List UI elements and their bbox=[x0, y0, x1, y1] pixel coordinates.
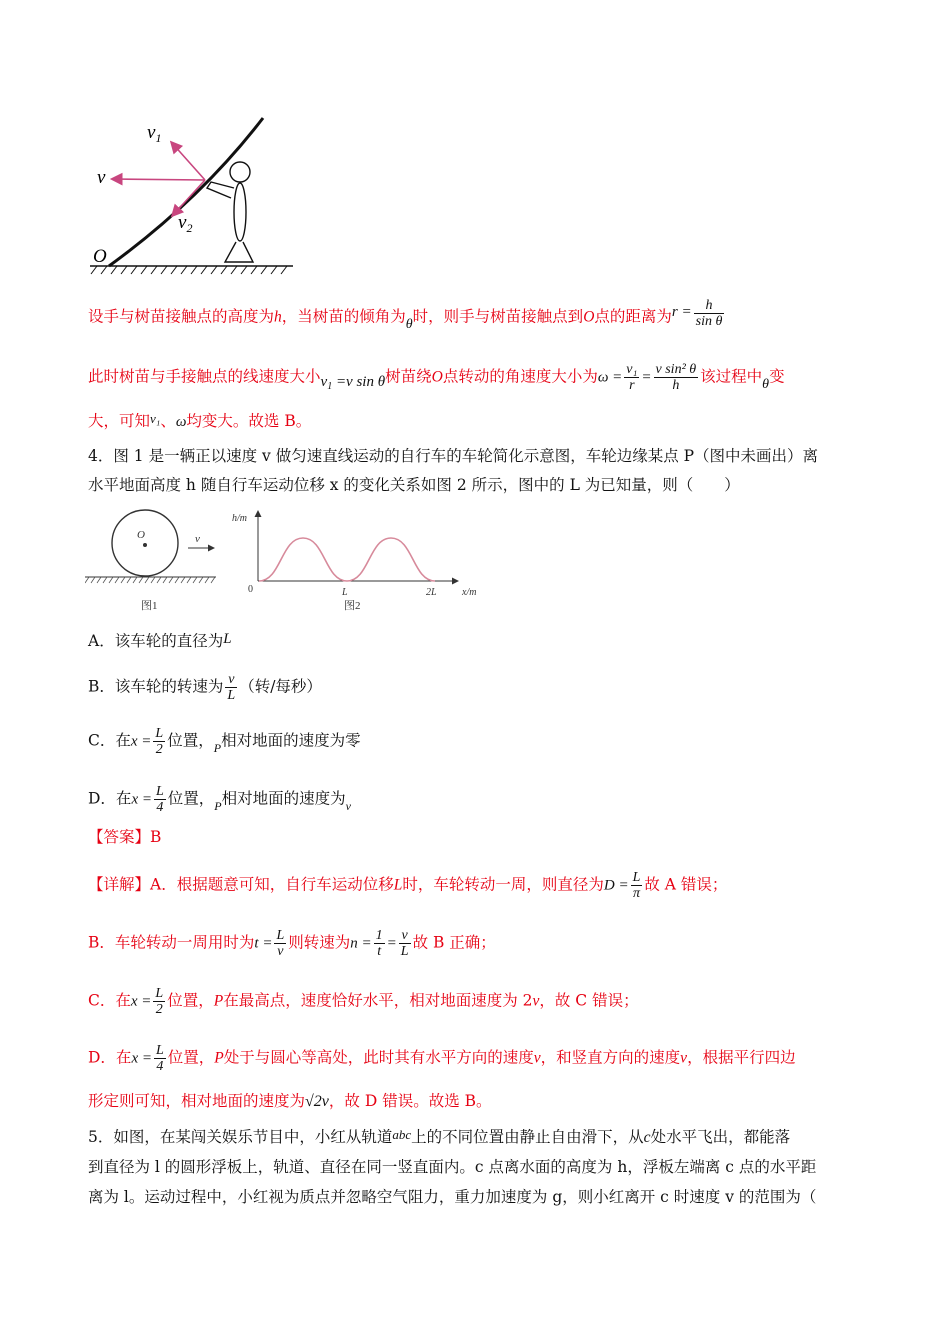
q4-option-c[interactable]: C．在x = $\frac{L}{2}$ 位置，$_P$相对地面的速度为零 bbox=[88, 726, 361, 757]
origin-label: 0 bbox=[248, 584, 253, 595]
q5-stem-line3: 离为 l。运动过程中，小红视为质点并忽略空气阻力，重力加速度为 g，则小红离开 c 时速度 v 的范围为（ bbox=[88, 1188, 817, 1206]
q4-detail-d: D．在x = $\frac{L}{4}$ 位置，P处于与圆心等高处，此时其有水平方向的速度v，和竖直方向的速度v，根据平行四边 bbox=[88, 1043, 796, 1074]
q5-stem-line2: 到直径为 l 的圆形浮板上，轨道、直径在同一竖直面内。c 点离水面的高度为 h，浮板左端离 c 点的水平距 bbox=[88, 1158, 817, 1176]
ground-hatching bbox=[91, 266, 287, 274]
vector-v bbox=[113, 179, 205, 180]
wheel-center bbox=[143, 543, 147, 547]
x-axis-label: x/m bbox=[462, 587, 477, 598]
q5-stem-line1: 5．如图，在某闯关娱乐节目中，小红从轨道abc上的不同位置由静止自由滑下，从c处水平飞出，都能落 bbox=[88, 1127, 791, 1146]
q4-figures bbox=[85, 508, 485, 616]
velocity-label: v bbox=[195, 533, 200, 545]
q4-stem-line1: 4．图 1 是一辆正以速度 v 做匀速直线运动的自行车的车轮简化示意图，车轮边缘某点 P（图中未画出）离 bbox=[88, 447, 819, 465]
q4-detail-a: 【详解】A．根据题意可知，自行车运动位移L时，车轮转动一周，则直径为D = $\frac{L}{\pi}$ 故 A 错误； bbox=[88, 870, 728, 901]
q4-option-b[interactable]: B．该车轮的转速为 $\frac{v}{L}$ （转/每秒） bbox=[88, 672, 322, 703]
h-x-curve bbox=[259, 538, 435, 581]
q4-detail-d-cont: 形定则可知，相对地面的速度为√2v，故 D 错误。故选 B。 bbox=[88, 1092, 492, 1110]
fig2-caption: 图2 bbox=[344, 600, 361, 612]
wheel-label-o: O bbox=[137, 529, 145, 541]
prev-solution-line3: 大，可知v₁、ω均变大。故选 B。 bbox=[88, 411, 312, 430]
vector-v1 bbox=[172, 143, 205, 180]
seedling-diagram bbox=[85, 110, 300, 280]
prev-solution-line2: 此时树苗与手接触点的线速度大小$v_1 =v$ sin θ树苗绕O点转动的角速度大小为ω = $\frac{\text{v₁}}{r}$ = $\frac{\text{v sin² θ}}{h}$ 该过程中θ变 bbox=[88, 362, 785, 393]
q4-option-d[interactable]: D．在x = $\frac{L}{4}$ 位置，$_P$相对地面的速度为$_v$ bbox=[88, 784, 351, 815]
label-v2: $v_2$ bbox=[178, 212, 193, 235]
q4-stem-line2: 水平地面高度 h 随自行车运动位移 x 的变化关系如图 2 所示，图中的 L 为已知量，则（ ） bbox=[88, 476, 740, 494]
q4-detail-c: C．在x = $\frac{L}{2}$ 位置，P在最高点，速度恰好水平，相对地面速度为 2v，故 C 错误； bbox=[88, 986, 639, 1017]
tick-2L: 2L bbox=[426, 587, 437, 598]
label-v: v bbox=[97, 167, 106, 188]
q4-option-a[interactable]: A．该车轮的直径为L bbox=[88, 631, 232, 650]
vector-v2 bbox=[173, 180, 205, 215]
y-axis-label: h/m bbox=[232, 513, 247, 524]
q4-answer: 【答案】B bbox=[88, 828, 162, 846]
fig1-caption: 图1 bbox=[141, 600, 158, 612]
wheel-ground-hatch bbox=[85, 577, 215, 583]
tick-L: L bbox=[342, 587, 348, 598]
label-o: O bbox=[93, 246, 107, 267]
q4-detail-b: B．车轮转动一周用时为t = $\frac{L}{v}$ 则转速为n = $\frac{1}{t}$ = $\frac{v}{L}$ 故 B 正确； bbox=[88, 928, 496, 959]
prev-solution-line1: 设手与树苗接触点的高度为h，当树苗的倾角为θ时，则手与树苗接触点到O点的距离为r = $\frac{h}{\text{sin θ}}$ bbox=[88, 298, 723, 332]
label-v1: $v_1$ bbox=[147, 122, 162, 145]
